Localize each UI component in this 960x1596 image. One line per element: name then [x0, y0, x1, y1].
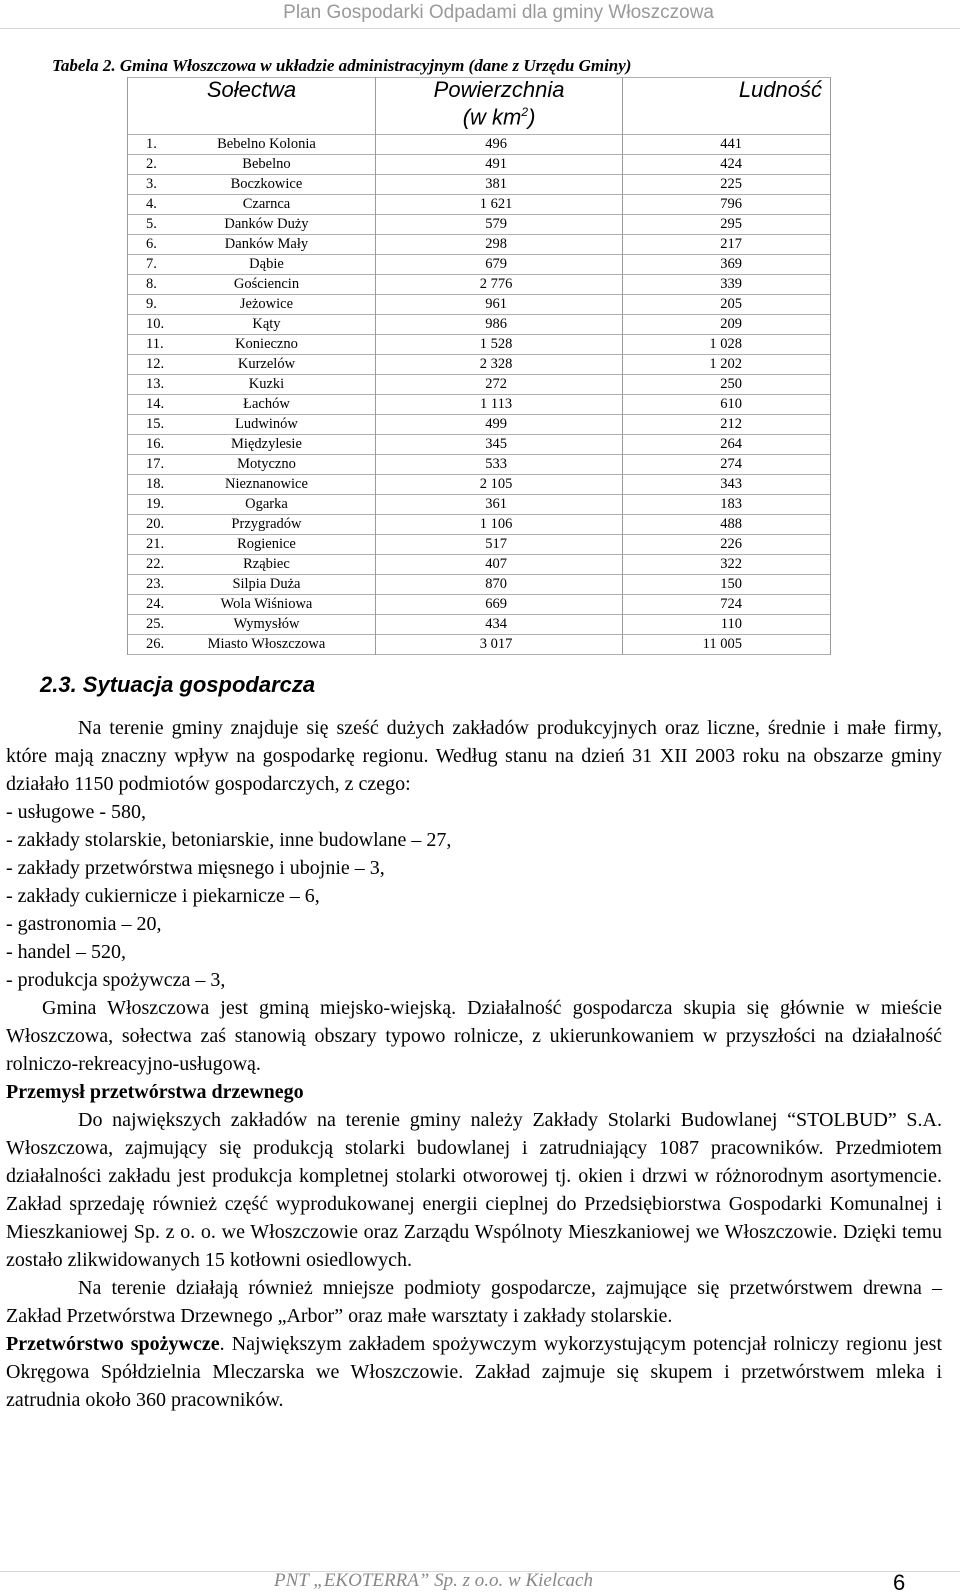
- row-area: 2 105: [375, 475, 622, 495]
- row-population: 225: [623, 175, 831, 195]
- row-name-cell: [128, 395, 376, 415]
- row-area: 1 113: [375, 395, 622, 415]
- row-number: 4.: [146, 196, 157, 212]
- row-name: Dąbie: [249, 256, 284, 272]
- header-divider: [0, 28, 960, 29]
- row-area: 407: [375, 555, 622, 575]
- row-name-cell: [128, 495, 376, 515]
- paragraph-intro: Na terenie gminy znajduje się sześć dużych zakładów produkcyjnych oraz liczne, średnie i małe firmy, które mają znaczny wpływ na gospodarkę regionu. Według stanu na dzień 31 XII 2003 roku na obszarze gminy działało 1150 podmiotów gospodarczych, z czego:: [6, 717, 942, 795]
- row-name: Nieznanowice: [225, 476, 308, 492]
- row-number: 26.: [146, 636, 165, 652]
- section-title: 2.3. Sytuacja gospodarcza: [40, 672, 316, 697]
- table-row: [128, 455, 831, 475]
- row-name: Konieczno: [235, 336, 298, 352]
- business-list: [6, 798, 942, 994]
- row-name: Kurzelów: [237, 356, 296, 372]
- list-item: - handel – 520,: [6, 941, 126, 963]
- row-name: Gościencin: [233, 276, 300, 292]
- row-name: Międzylesie: [231, 436, 302, 452]
- row-number: 18.: [146, 476, 165, 492]
- heading-food-industry: Przetwórstwo spożywcze: [6, 1333, 220, 1355]
- row-name-cell: [128, 295, 376, 315]
- row-name: Danków Duży: [224, 216, 309, 232]
- row-number: 5.: [146, 216, 157, 232]
- row-name-cell: [128, 155, 376, 175]
- row-area: 381: [375, 175, 622, 195]
- table-row: [128, 235, 831, 255]
- row-name-cell: [128, 595, 376, 615]
- table-row: [128, 435, 831, 455]
- row-area: 2 776: [375, 275, 622, 295]
- row-population: 322: [623, 555, 831, 575]
- row-number: 20.: [146, 516, 165, 532]
- row-name-cell: [128, 315, 376, 335]
- row-name-cell: [128, 435, 376, 455]
- paragraph-smaller-entities: Na terenie działają również mniejsze podmioty gospodarcze, zajmujące się przetwórstwem drewna – Zakład Przetwórstwa Drzewnego „Arbor” oraz małe warsztaty i zakłady stolarskie.: [6, 1277, 942, 1327]
- area-header-line1: Powierzchnia: [433, 77, 565, 102]
- row-population: 343: [623, 475, 831, 495]
- row-name: Wola Wiśniowa: [220, 596, 313, 612]
- row-population: 796: [623, 195, 831, 215]
- row-population: 610: [623, 395, 831, 415]
- row-name: Ludwinów: [235, 416, 298, 432]
- row-name-cell: [128, 515, 376, 535]
- table-row: [128, 315, 831, 335]
- row-area: 272: [375, 375, 622, 395]
- table-header-row: [128, 78, 831, 135]
- row-name: Rząbiec: [243, 556, 290, 572]
- table-row: [128, 215, 831, 235]
- row-population: 209: [623, 315, 831, 335]
- row-population: 295: [623, 215, 831, 235]
- row-number: 13.: [146, 376, 165, 392]
- table-row: [128, 575, 831, 595]
- row-name-cell: [128, 335, 376, 355]
- row-name-cell: [128, 555, 376, 575]
- table-row: [128, 135, 831, 155]
- row-number: 21.: [146, 536, 165, 552]
- table-row: [128, 195, 831, 215]
- paragraph-stolbud: Do największych zakładów na terenie gminy należy Zakłady Stolarki Budowlanej “STOLBUD” S.A. Włoszczowa, zajmujący się produkcją stolarki budowlanej i zatrudniający 1087 pracowników. Przedmiotem działalności zakładu jest produkcja kompletnej stolarki otworowej tj. okien i drzwi w różnorodnym asortymencie. Zakład sprzedaję również część wyprodukowanej energii cieplnej do Przedsiębiorstwa Gospodarki Komunalnej i Mieszkaniowej Sp. z o. o. we Włoszczowie oraz Zarządu Wspólnoty Mieszkaniowej we Włoszczowie. Dzięki temu zostało zlikwidowanych 15 kotłowni osiedlowych.: [6, 1109, 942, 1271]
- row-number: 8.: [146, 276, 157, 292]
- paragraph-food-text: . Największym zakładem spożywczym wykorzystującym potencjał rolniczy regionu jest Okręgowa Spółdzielnia Mleczarska we Włoszczowie. Zakład zajmuje się skupem i przetwórstwem mleka i zatrudnia około 360 pracowników.: [6, 1333, 943, 1411]
- row-area: 533: [375, 455, 622, 475]
- list-item: - zakłady przetwórstwa mięsnego i ubojnie – 3,: [6, 857, 385, 879]
- row-name-cell: [128, 235, 376, 255]
- row-name-cell: [128, 255, 376, 275]
- row-number: 6.: [146, 236, 157, 252]
- row-name-cell: [128, 275, 376, 295]
- row-area: 3 017: [375, 635, 622, 655]
- row-area: 1 621: [375, 195, 622, 215]
- row-name: Kąty: [252, 316, 281, 332]
- row-name-cell: [128, 355, 376, 375]
- row-population: 274: [623, 455, 831, 475]
- row-number: 2.: [146, 156, 157, 172]
- row-name-cell: [128, 575, 376, 595]
- row-name-cell: [128, 475, 376, 495]
- row-population: 217: [623, 235, 831, 255]
- row-name: Miasto Włoszczowa: [207, 636, 326, 652]
- row-name: Bebelno: [242, 156, 291, 172]
- row-population: 183: [623, 495, 831, 515]
- row-population: 441: [623, 135, 831, 155]
- table-row: [128, 515, 831, 535]
- row-population: 424: [623, 155, 831, 175]
- row-population: 369: [623, 255, 831, 275]
- row-population: 264: [623, 435, 831, 455]
- row-number: 7.: [146, 256, 157, 272]
- row-number: 12.: [146, 356, 165, 372]
- row-number: 17.: [146, 456, 165, 472]
- table-row: [128, 635, 831, 655]
- row-number: 14.: [146, 396, 165, 412]
- row-area: 361: [375, 495, 622, 515]
- column-header-area: [375, 78, 622, 135]
- row-name-cell: [128, 615, 376, 635]
- table-row: [128, 295, 831, 315]
- row-number: 11.: [146, 336, 164, 352]
- table-row: [128, 155, 831, 175]
- row-area: 298: [375, 235, 622, 255]
- column-header-solectwa: Sołectwa: [128, 78, 376, 135]
- row-area: 1 106: [375, 515, 622, 535]
- list-item: - produkcja spożywcza – 3,: [6, 969, 226, 991]
- row-name-cell: [128, 375, 376, 395]
- row-name-cell: [128, 135, 376, 155]
- row-area: 345: [375, 435, 622, 455]
- table-row: [128, 355, 831, 375]
- row-area: 1 528: [375, 335, 622, 355]
- row-population: 212: [623, 415, 831, 435]
- row-population: 1 028: [623, 335, 831, 355]
- list-item: - usługowe - 580,: [6, 801, 146, 823]
- row-area: 2 328: [375, 355, 622, 375]
- row-number: 15.: [146, 416, 165, 432]
- table-row: [128, 615, 831, 635]
- row-number: 16.: [146, 436, 165, 452]
- row-area: 579: [375, 215, 622, 235]
- row-area: 870: [375, 575, 622, 595]
- row-name-cell: [128, 175, 376, 195]
- row-area: 499: [375, 415, 622, 435]
- paragraph-gmina: Gmina Włoszczowa jest gminą miejsko-wiejską. Działalność gospodarcza skupia się głównie w mieście Włoszczowa, sołectwa zaś stanowią obszary typowo rolnicze, z ukierunkowaniem w przyszłości na działalność rolniczo-rekreacyjno-usługową.: [6, 997, 942, 1075]
- row-name: Kuzki: [248, 376, 285, 392]
- list-item: - zakłady stolarskie, betoniarskie, inne budowlane – 27,: [6, 829, 452, 851]
- row-number: 3.: [146, 176, 157, 192]
- row-name-cell: [128, 215, 376, 235]
- table-caption: Tabela 2. Gmina Włoszczowa w układzie administracyjnym (dane z Urzędu Gminy): [52, 56, 632, 75]
- row-name-cell: [128, 195, 376, 215]
- row-number: 9.: [146, 296, 157, 312]
- row-area: 679: [375, 255, 622, 275]
- table-row: [128, 255, 831, 275]
- row-area: 517: [375, 535, 622, 555]
- row-name: Łachów: [243, 396, 290, 412]
- row-name: Bebelno Kolonia: [217, 136, 316, 152]
- list-item: - zakłady cukiernicze i piekarnicze – 6,: [6, 885, 320, 907]
- body-text: [6, 714, 942, 1414]
- row-area: 986: [375, 315, 622, 335]
- paragraph-food: [6, 1330, 942, 1414]
- row-name-cell: [128, 635, 376, 655]
- row-name: Motyczno: [237, 456, 296, 472]
- row-population: 205: [623, 295, 831, 315]
- row-name-cell: [128, 455, 376, 475]
- row-population: 226: [623, 535, 831, 555]
- table-row: [128, 555, 831, 575]
- area-header-line2: (w km: [462, 104, 522, 130]
- table-row: [128, 535, 831, 555]
- table-row: [128, 335, 831, 355]
- row-population: 1 202: [623, 355, 831, 375]
- table-row: [128, 415, 831, 435]
- table-row: [128, 175, 831, 195]
- row-name: Boczkowice: [230, 176, 303, 192]
- row-number: 25.: [146, 616, 165, 632]
- table-row: [128, 595, 831, 615]
- row-area: 491: [375, 155, 622, 175]
- row-population: 339: [623, 275, 831, 295]
- row-name: Rogienice: [237, 536, 296, 552]
- heading-wood-industry: Przemysł przetwórstwa drzewnego: [6, 1081, 304, 1103]
- page-number: 6: [893, 1570, 906, 1595]
- villages-table: [127, 77, 831, 655]
- row-number: 23.: [146, 576, 165, 592]
- row-name: Ogarka: [245, 496, 288, 512]
- column-header-population: Ludność: [623, 78, 831, 135]
- row-name: Danków Mały: [224, 236, 309, 252]
- row-population: 488: [623, 515, 831, 535]
- table-row: [128, 395, 831, 415]
- row-area: 496: [375, 135, 622, 155]
- row-number: 24.: [146, 596, 165, 612]
- row-area: 961: [375, 295, 622, 315]
- row-number: 22.: [146, 556, 165, 572]
- row-population: 11 005: [623, 635, 831, 655]
- table-row: [128, 275, 831, 295]
- row-name: Przygradów: [231, 516, 302, 532]
- row-name: Wymysłów: [233, 616, 300, 632]
- page-header-title: Plan Gospodarki Odpadami dla gminy Włoszczowa: [283, 2, 714, 23]
- row-name: Czarnca: [242, 196, 291, 212]
- row-name: Jeżowice: [239, 296, 294, 312]
- list-item: - gastronomia – 20,: [6, 913, 162, 935]
- row-name-cell: [128, 415, 376, 435]
- row-number: 10.: [146, 316, 165, 332]
- row-population: 150: [623, 575, 831, 595]
- row-population: 724: [623, 595, 831, 615]
- footer-text: PNT „EKOTERRA” Sp. z o.o. w Kielcach: [274, 1570, 593, 1591]
- area-header-close: ): [528, 104, 536, 130]
- row-number: 1.: [146, 136, 157, 152]
- area-header-sup: 2: [521, 105, 529, 119]
- table-row: [128, 375, 831, 395]
- row-number: 19.: [146, 496, 165, 512]
- row-area: 669: [375, 595, 622, 615]
- row-area: 434: [375, 615, 622, 635]
- table-row: [128, 475, 831, 495]
- row-name: Silpia Duża: [232, 576, 301, 592]
- table-row: [128, 495, 831, 515]
- row-name-cell: [128, 535, 376, 555]
- row-population: 110: [623, 615, 831, 635]
- row-population: 250: [623, 375, 831, 395]
